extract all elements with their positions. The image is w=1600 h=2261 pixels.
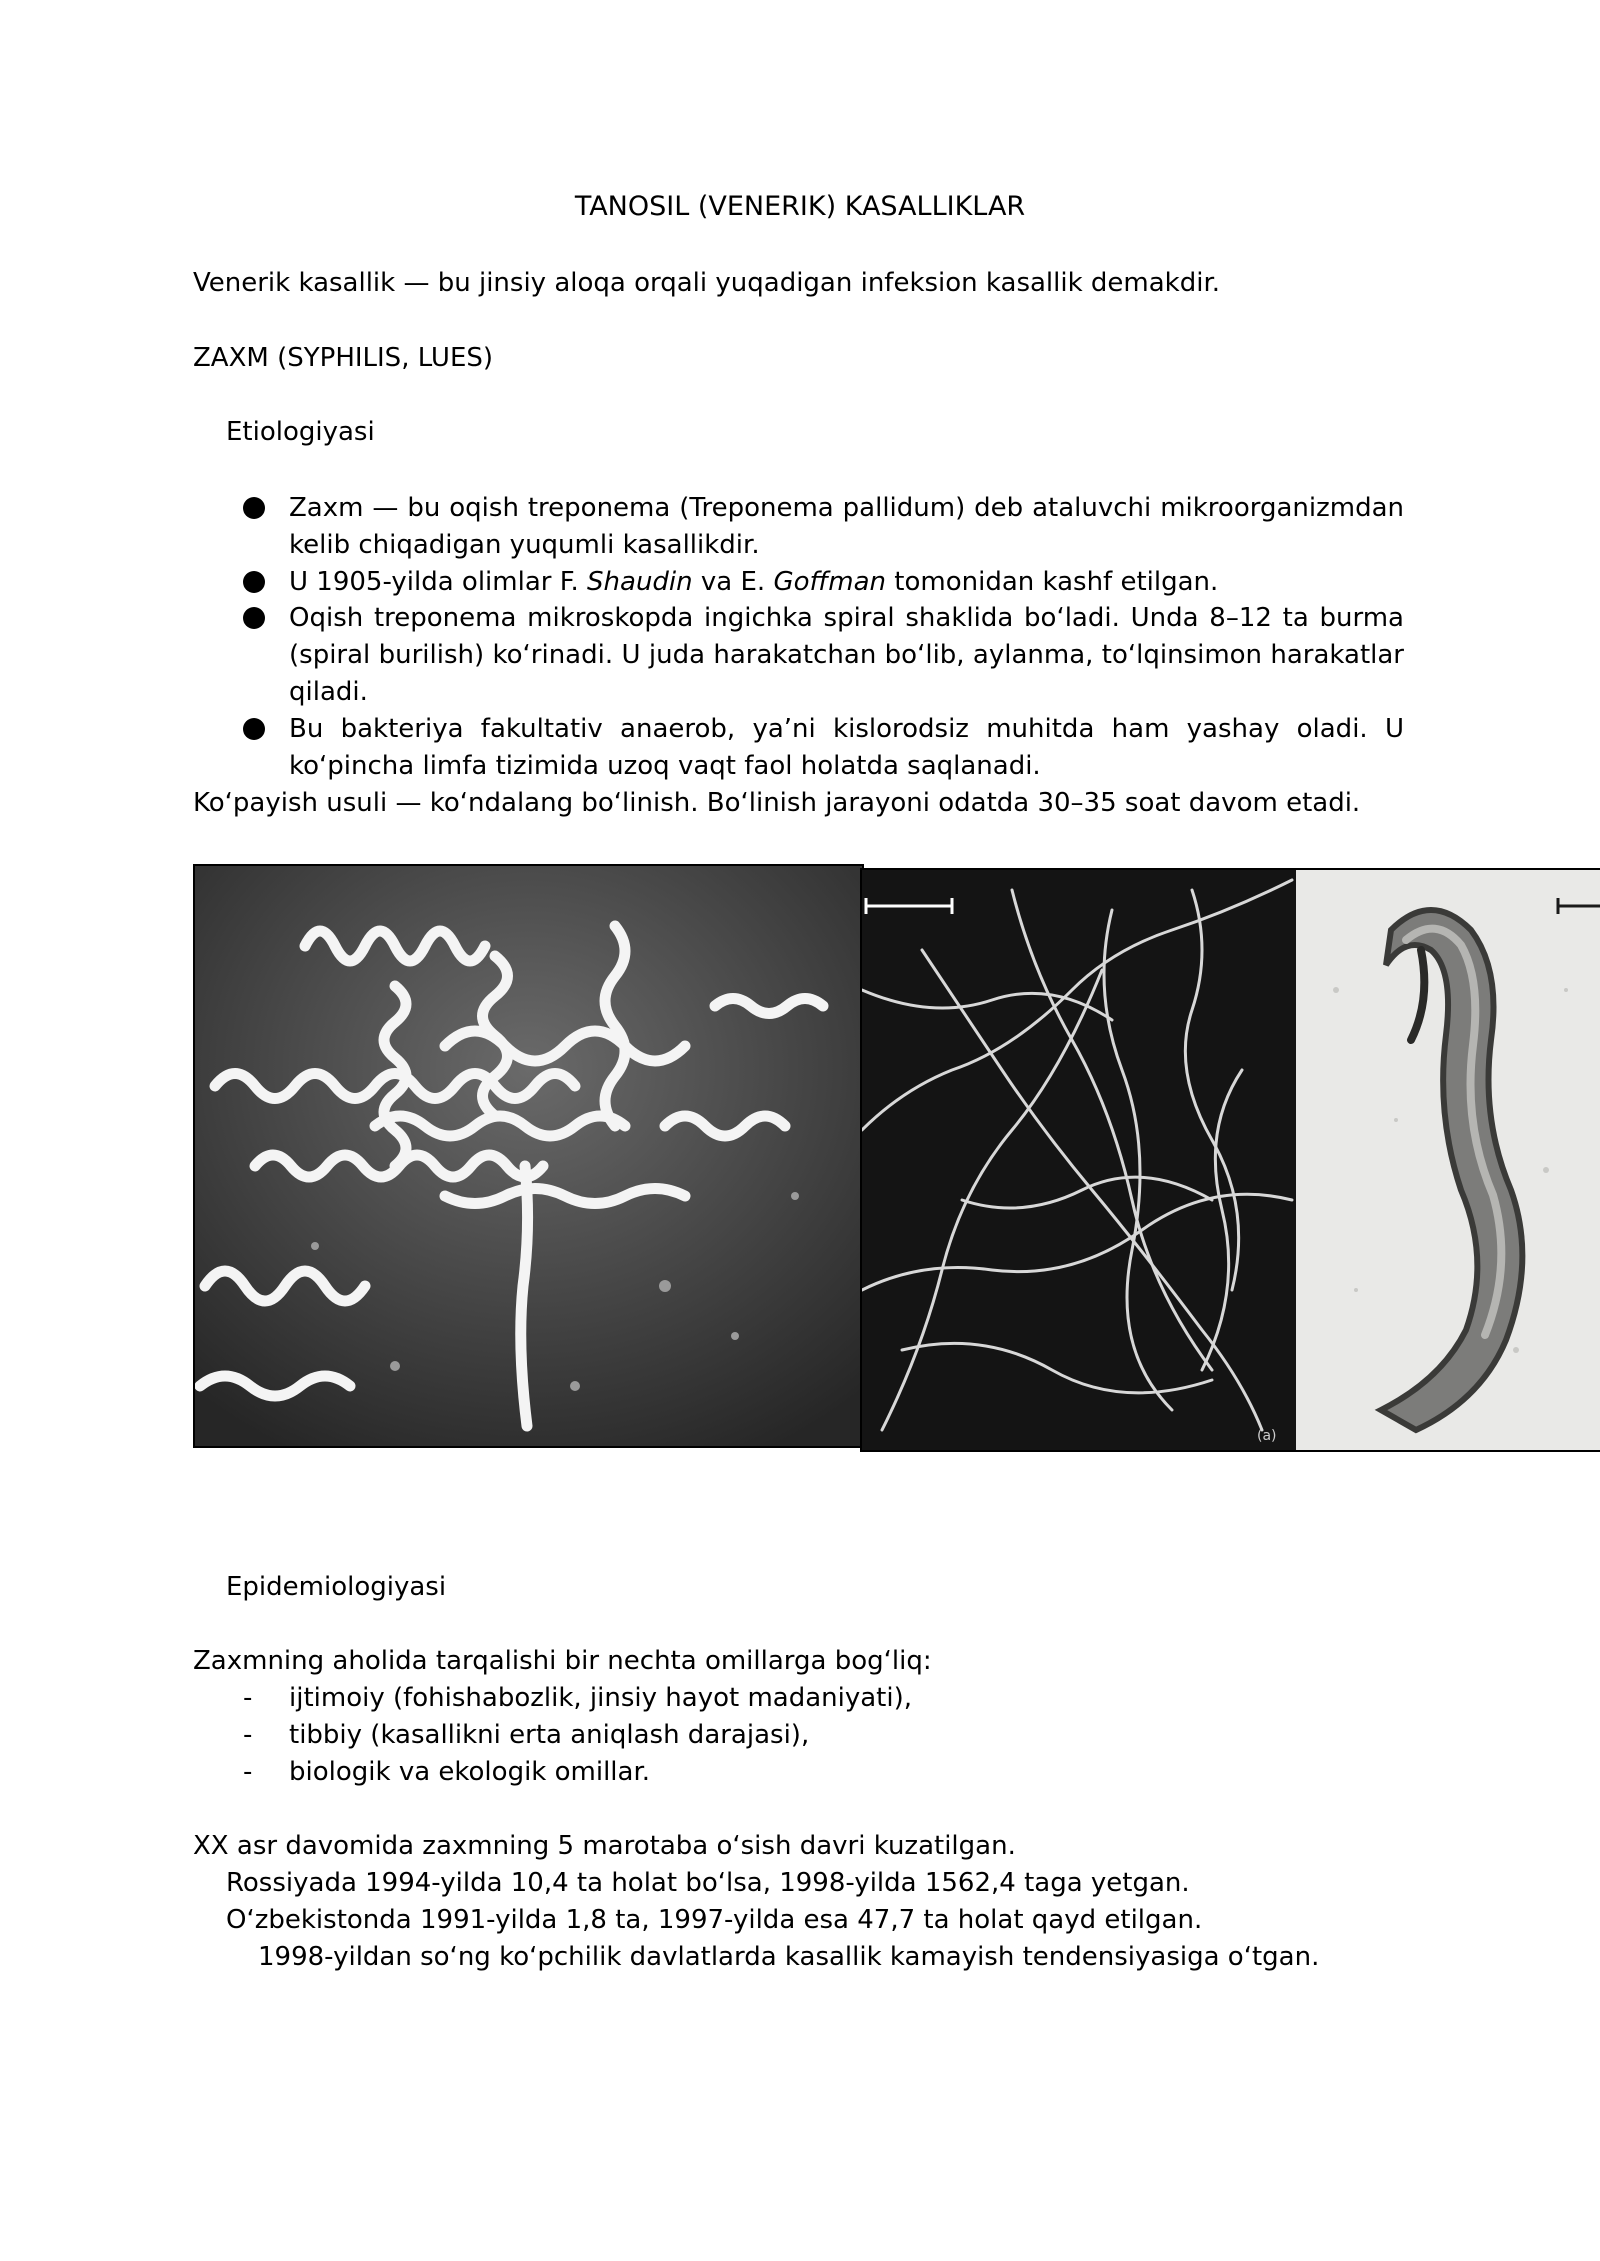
epidemiology-paragraph-4: 1998-yildan so‘ng ko‘pchilik davlatlarda kasallik kamayish tendensiyasiga o‘tgan. [258, 1942, 1320, 1972]
bullet-dot [243, 497, 265, 519]
discovery-text: va E. [692, 567, 774, 597]
etiology-bullet-3-line-3: qiladi. [289, 677, 368, 707]
list-dash: - [243, 1683, 253, 1713]
epidemiology-heading: Epidemiologiyasi [226, 1572, 447, 1602]
list-dash: - [243, 1720, 253, 1750]
etiology-bullet-3-line-2: (spiral burilish) ko‘rinadi. U juda harakatchan bo‘lib, aylanma, to‘lqinsimon harakatlar [289, 640, 1404, 670]
bullet-dot [243, 607, 265, 629]
reproduction-text: Ko‘payish usuli — ko‘ndalang bo‘linish. Bo‘linish jarayoni odatda 30–35 soat davom etadi. [193, 788, 1361, 818]
list-item: tibbiy (kasallikni erta aniqlash darajasi), [289, 1720, 810, 1750]
photo-panel-label: (a) [1257, 1428, 1277, 1444]
microscope-photo-sem [193, 864, 864, 1448]
scientist-name-shaudin: Shaudin [587, 567, 693, 597]
etiology-bullet-2 [289, 564, 1218, 600]
microscope-photo-tem [1296, 868, 1600, 1452]
page-title: TANOSIL (VENERIK) KASALLIKLAR [574, 191, 1026, 222]
bullet-dot [243, 718, 265, 740]
definition-text: Venerik kasallik — bu jinsiy aloqa orqali yuqadigan infeksion kasallik demakdir. [193, 268, 1221, 298]
discovery-text: U 1905-yilda olimlar F. [289, 567, 588, 597]
etiology-bullet-1-line-1: Zaxm — bu oqish treponema (Treponema pallidum) deb ataluvchi mikroorganizmdan [289, 493, 1404, 523]
microscope-photo-darkfield [860, 868, 1300, 1452]
epidemiology-paragraph-2: Rossiyada 1994-yilda 10,4 ta holat bo‘lsa, 1998-yilda 1562,4 taga yetgan. [226, 1868, 1190, 1898]
list-item: ijtimoiy (fohishabozlik, jinsiy hayot madaniyati), [289, 1683, 912, 1713]
scientist-name-goffman: Goffman [773, 567, 887, 597]
epidemiology-paragraph-3: O‘zbekistonda 1991-yilda 1,8 ta, 1997-yilda esa 47,7 ta holat qayd etilgan. [226, 1905, 1203, 1935]
list-item: biologik va ekologik omillar. [289, 1757, 651, 1787]
bullet-dot [243, 571, 265, 593]
disease-heading: ZAXM (SYPHILIS, LUES) [193, 343, 494, 373]
etiology-bullet-1-line-2: kelib chiqadigan yuqumli kasallikdir. [289, 530, 760, 560]
epidemiology-intro: Zaxmning aholida tarqalishi bir nechta omillarga bog‘liq: [193, 1646, 932, 1676]
etiology-bullet-4-line-1: Bu bakteriya fakultativ anaerob, ya’ni kislorodsiz muhitda ham yashay oladi. U [289, 714, 1404, 744]
list-dash: - [243, 1757, 253, 1787]
discovery-text: tomonidan kashf etilgan. [886, 567, 1219, 597]
etiology-heading: Etiologiyasi [226, 417, 375, 447]
etiology-bullet-4-line-2: ko‘pincha limfa tizimida uzoq vaqt faol holatda saqlanadi. [289, 751, 1041, 781]
epidemiology-paragraph-1: XX asr davomida zaxmning 5 marotaba o‘sish davri kuzatilgan. [193, 1831, 1016, 1861]
etiology-bullet-3-line-1: Oqish treponema mikroskopda ingichka spiral shaklida bo‘ladi. Unda 8–12 ta burma [289, 603, 1404, 633]
